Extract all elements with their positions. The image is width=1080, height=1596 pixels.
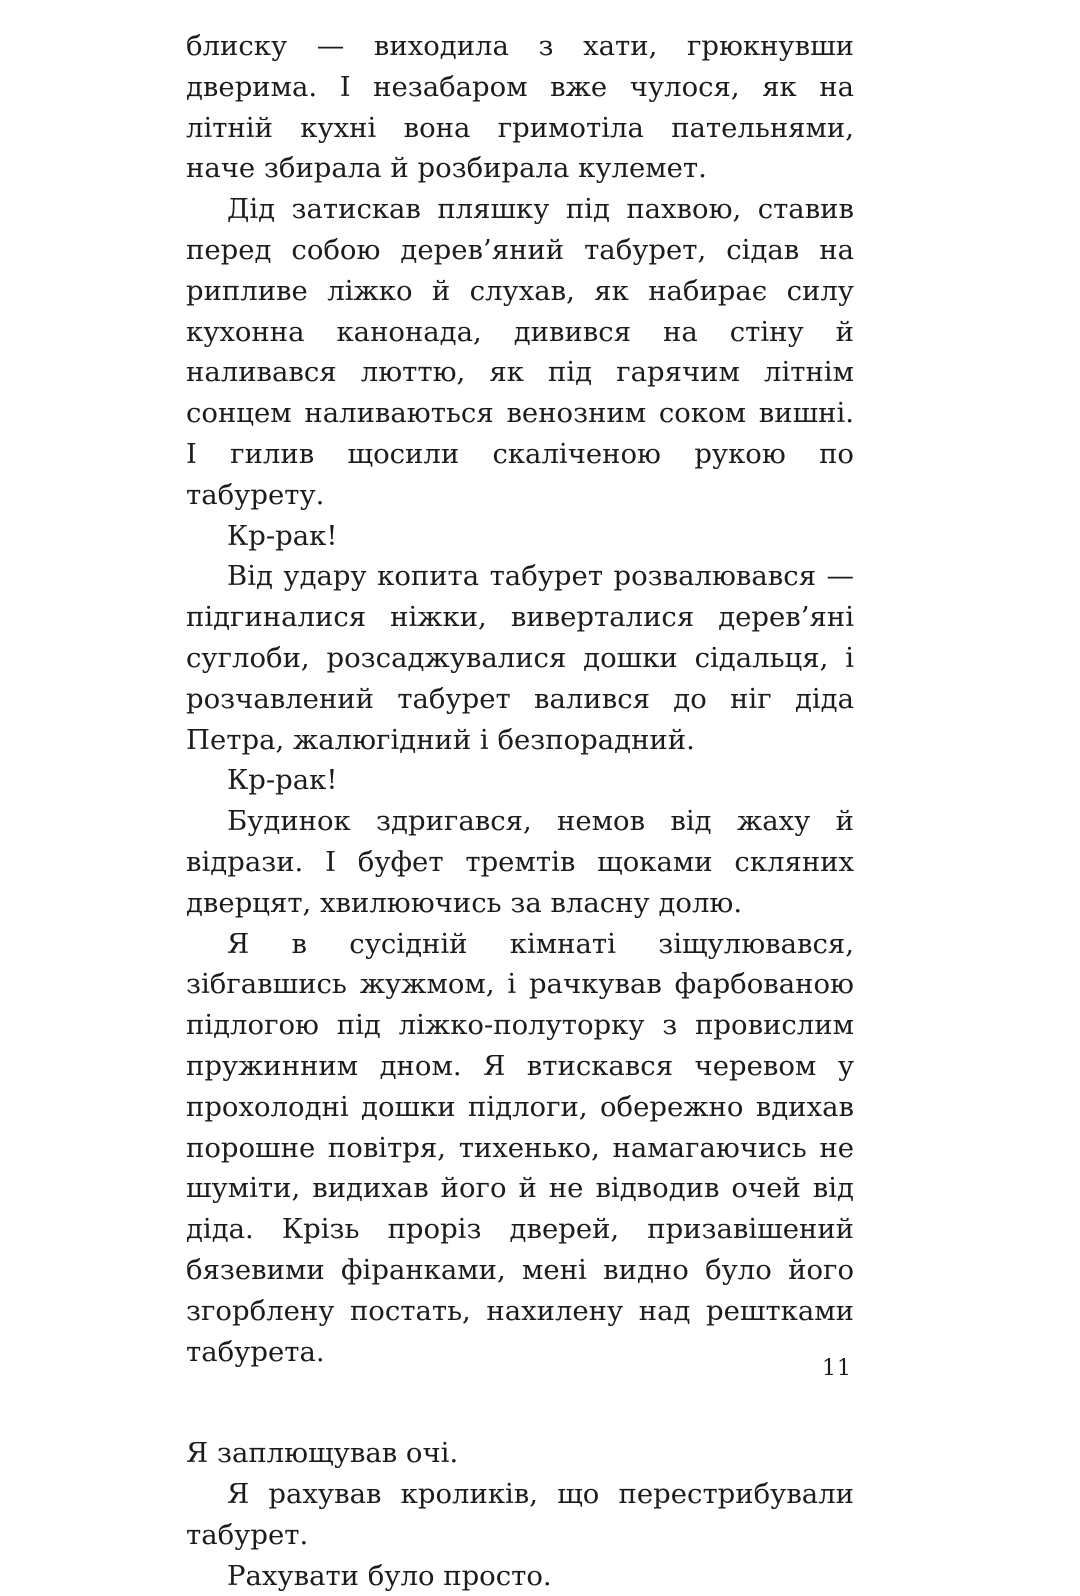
paragraph: Я в сусідній кімнаті зіщулювався, зібгавшись жужмом, і рачкував фарбованою підлогою під ліжко-полуторку з провислим пружинним дном. Я втискався черевом у прохолодні дошки підлоги, обережно вдихав порошне повітря, тихенько, намагаючись не шуміти, видихав його й не відводив очей від діда. Крізь проріз дверей, призавішений бязевими фіранками, мені видно було його згорблену постать, нахилену над рештками табурета.	[186, 927, 854, 1368]
page-number: 11	[822, 1356, 852, 1381]
paragraph-exclamation: Кр-рак!	[227, 519, 338, 552]
paragraph: Я рахував кроликів, що перестрибували табурет.	[186, 1478, 854, 1551]
book-page-text	[186, 26, 854, 1596]
paragraph: Рахувати було просто.	[227, 1559, 552, 1592]
paragraph: Будинок здригався, немов від жаху й відрази. І буфет тремтів щоками скляних дверцят, хвилюючись за власну долю.	[186, 805, 854, 919]
paragraph-continuation: блиску — виходила з хати, грюкнувши дверима. І незабаром вже чулося, як на літній кухні вона гримотіла пательнями, наче збирала й розбирала кулемет.	[186, 30, 854, 185]
paragraph: Від удару копита табурет розвалювався — підгиналися ніжки, виверталися дерев’яні суглоби, розсаджувалися дошки сідальця, і розчавлений табурет валився до ніг діда Петра, жалюгідний і безпорадний.	[186, 560, 854, 756]
paragraph-section-start: Я заплющував очі.	[186, 1437, 459, 1470]
paragraph: Дід затискав пляшку під пахвою, ставив перед собою дерев’яний табурет, сідав на рипливе ліжко й слухав, як набирає силу кухонна канонада, дивився на стіну й наливався люттю, як під гарячим літнім сонцем наливаються венозним соком вишні. І гилив щосили скаліченою рукою по табурету.	[186, 193, 854, 511]
paragraph-exclamation: Кр-рак!	[227, 764, 338, 797]
